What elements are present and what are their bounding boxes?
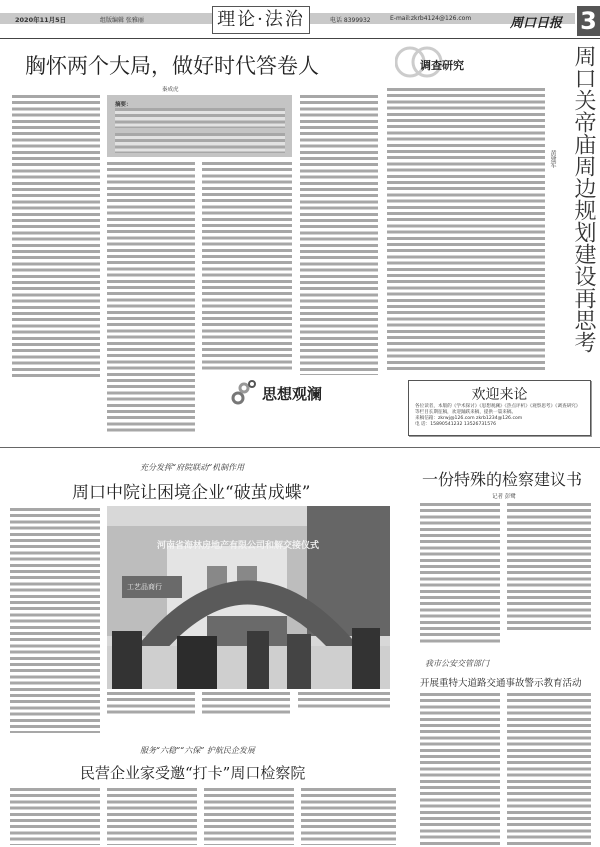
welcome-body: 各位读者，本版的《学术探讨》《思想观澜》《热点评析》《观察思考》《调查研究》等栏目长期征稿，欢迎踊跃来稿，提供一篇来稿。 [415, 404, 581, 415]
research-title: 周口关帝庙周边规划建设再思考 [571, 45, 596, 353]
lead-author: 秦成虎 [162, 87, 179, 93]
research-body [387, 88, 545, 370]
section-title: 理论·法治 [212, 6, 310, 34]
research-logo: 调查研究 [395, 45, 470, 80]
private-column-4 [301, 788, 396, 845]
abstract-label: 摘要： [115, 102, 132, 108]
lead-column-1 [12, 95, 100, 380]
traffic-headline: 开展重特大道路交通事故警示教育活动 [420, 678, 582, 689]
ceremony-photo-image [107, 506, 390, 689]
ceremony-photo [107, 506, 390, 689]
court-column-3 [202, 692, 290, 716]
abstract-box [107, 95, 292, 157]
private-subtitle: 服务“六稳”“六保” 护航民企发展 [140, 746, 255, 755]
section-divider [0, 447, 600, 448]
private-column-3 [204, 788, 294, 845]
traffic-column-2 [507, 693, 591, 845]
newspaper-brand: 周口日报 [510, 16, 563, 31]
phone: 电话 8399932 [330, 17, 371, 24]
issue-date: 2020年11月5日 [15, 16, 67, 24]
court-column-4 [298, 692, 390, 710]
editors: 组版编辑 张雅丽 [100, 17, 144, 24]
page-number: 3 [577, 6, 600, 36]
welcome-email[interactable]: 来稿信箱：zkrwj@126.com zkrb1234@126.com [415, 416, 523, 421]
research-author: 黄建军 [549, 150, 556, 168]
proposal-byline: 记者 彭鹭 [492, 494, 516, 500]
header-rule [0, 38, 600, 39]
private-headline: 民营企业家受邀“打卡”周口检察院 [80, 764, 306, 782]
email: E-mail:zkrb4124@126.com [390, 15, 472, 22]
private-column-2 [107, 788, 197, 845]
court-column-1 [10, 508, 100, 733]
proposal-column-1 [420, 503, 500, 643]
welcome-box [408, 380, 591, 436]
court-subtitle: 充分发挥“府院联动”机制作用 [140, 463, 245, 472]
welcome-title: 欢迎来论 [471, 387, 528, 403]
proposal-headline: 一份特殊的检察建议书 [422, 470, 583, 489]
court-headline: 周口中院让困境企业“破茧成蝶” [72, 483, 311, 503]
lead-column-4 [300, 95, 378, 375]
lead-column-3 [202, 162, 292, 372]
lead-column-2 [107, 162, 195, 432]
welcome-phone: 电 话：15890541232 13526731576 [415, 422, 497, 427]
photo-banner-text: 河南省海林房地产有限公司和解交接仪式 [157, 541, 320, 551]
traffic-subtitle: 我市公安交管部门 [425, 659, 489, 668]
court-column-2 [107, 692, 195, 716]
lead-headline: 胸怀两个大局，做好时代答卷人 [25, 54, 319, 78]
photo-sign-text: 工艺品商行 [127, 583, 162, 591]
private-column-1 [10, 788, 100, 845]
traffic-column-1 [420, 693, 500, 845]
proposal-column-2 [507, 503, 591, 633]
rings-icon [230, 378, 260, 408]
